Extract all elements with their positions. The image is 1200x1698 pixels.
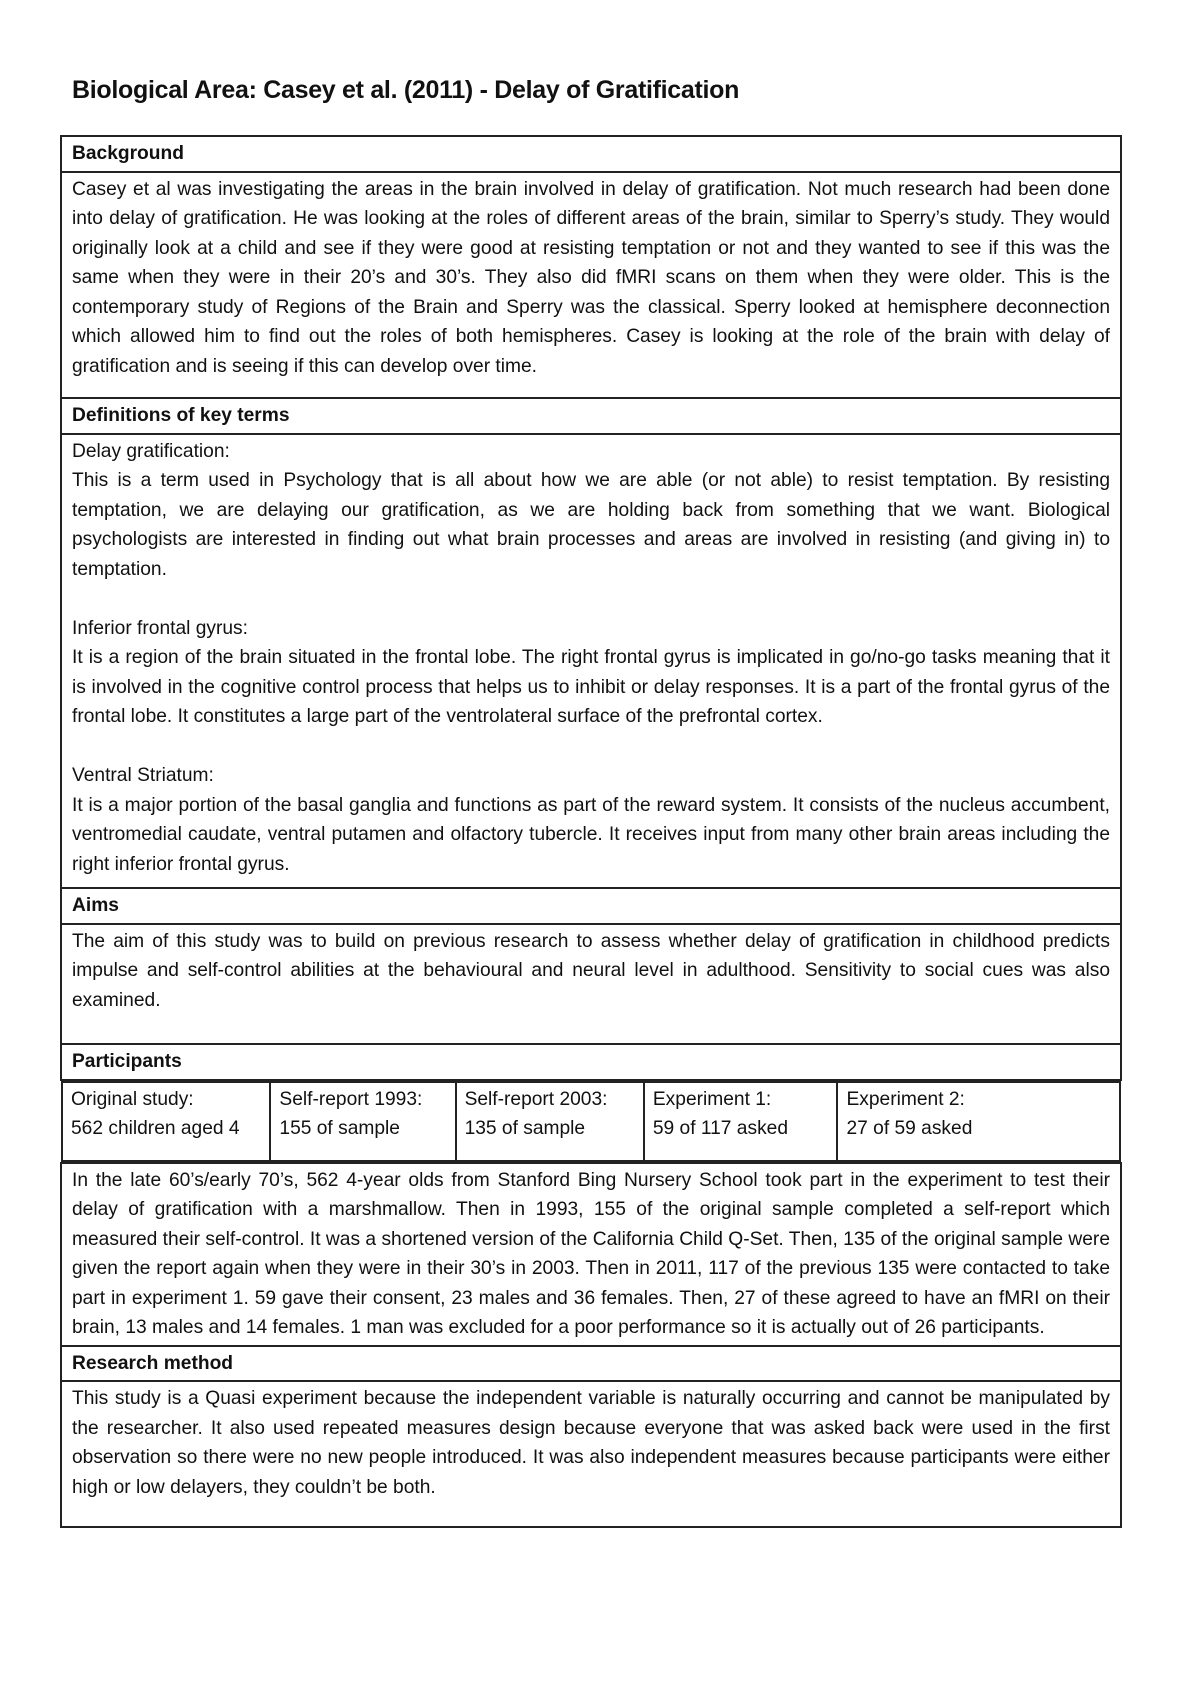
- aims-header: Aims: [61, 888, 1121, 924]
- definition-ventral-striatum: It is a major portion of the basal ganglia and functions as part of the reward system. It consists of the nucleus accumbent, ventromedial caudate, ventral putamen and olfactory tubercle. It receives input from many other brain areas including the right inferior frontal gyrus.: [72, 794, 1110, 875]
- definition-inferior-frontal-gyrus: It is a region of the brain situated in the frontal lobe. The right frontal gyrus is implicated in go/no-go tasks meaning that it is involved in the cognitive control process that helps us to inhibit or delay responses. It is a part of the frontal gyrus of the frontal lobe. It constitutes a large part of the ventrolateral surface of the prefrontal cortex.: [72, 647, 1110, 727]
- term-ventral-striatum: Ventral Striatum:: [72, 765, 214, 786]
- research-method-text: This study is a Quasi experiment because the independent variable is naturally occurring and cannot be manipulated by the researcher. It also used repeated measures design because everyone that was asked back were used in the first observation so there were no new people introduced. It was also independent measures because participants were either high or low delayers, they couldn’t be both.: [61, 1381, 1121, 1527]
- participants-sample-table: [61, 1081, 1121, 1162]
- definition-delay-gratification: This is a term used in Psychology that is all about how we are able (or not able) to resist temptation. By resisting temptation, we are delaying our gratification, as we are holding back from something that we want. Biological psychologists are interested in finding out what brain processes and areas are involved in resisting (and giving in) to temptation.: [72, 470, 1110, 580]
- sample-self-report-1993: Self-report 1993: 155 of sample: [270, 1082, 455, 1161]
- participants-text: In the late 60’s/early 70’s, 562 4-year olds from Stanford Bing Nursery School took part in the experiment to test their delay of gratification with a marshmallow. Then in 1993, 155 of the original sample completed a self-report which measured their self-control. It was a shortened version of the California Child Q-Set. Then, 135 of the original sample were given the report again when they were in their 30’s in 2003. Then in 2011, 117 of the previous 135 were contacted to take part in experiment 1. 59 gave their consent, 23 males and 36 females. Then, 27 of these agreed to have an fMRI on their brain, 13 males and 14 females. 1 man was excluded for a poor performance so it is actually out of 26 participants.: [61, 1163, 1121, 1346]
- sample-experiment-2: Experiment 2: 27 of 59 asked: [837, 1082, 1120, 1161]
- definitions-body: [61, 434, 1121, 889]
- term-inferior-frontal-gyrus: Inferior frontal gyrus:: [72, 617, 248, 639]
- participants-breakdown: [61, 1080, 1121, 1163]
- definitions-header: Definitions of key terms: [61, 398, 1121, 434]
- sample-original-study: Original study: 562 children aged 4: [62, 1082, 270, 1161]
- participants-header: Participants: [61, 1044, 1121, 1080]
- background-text: Casey et al was investigating the areas in the brain involved in delay of gratification. Not much research had been done into delay of gratification. He was looking at the roles of different areas of the brain, similar to Sperry’s study. They would originally look at a child and see if they were good at resisting temptation or not and they wanted to see if this was the same when they were in their 20’s and 30’s. They also did fMRI scans on them when they were older. This is the contemporary study of Regions of the Brain and Sperry was the classical. Sperry looked at hemisphere deconnection which allowed him to find out the roles of both hemispheres. Casey is looking at the role of the brain with delay of gratification and is seeing if this can develop over time.: [61, 172, 1121, 399]
- sample-experiment-1: Experiment 1: 59 of 117 asked: [644, 1082, 838, 1161]
- sample-self-report-2003: Self-report 2003: 135 of sample: [456, 1082, 644, 1161]
- document-title: Biological Area: Casey et al. (2011) - Delay of Gratification: [72, 76, 740, 104]
- background-header: Background: [61, 136, 1121, 172]
- aims-text: The aim of this study was to build on previous research to assess whether delay of gratification in childhood predicts impulse and self-control abilities at the behavioural and neural level in adulthood. Sensitivity to social cues was also examined.: [61, 924, 1121, 1045]
- study-table: [60, 135, 1122, 1528]
- research-method-header: Research method: [61, 1346, 1121, 1382]
- term-delay-gratification: Delay gratification:: [72, 440, 230, 462]
